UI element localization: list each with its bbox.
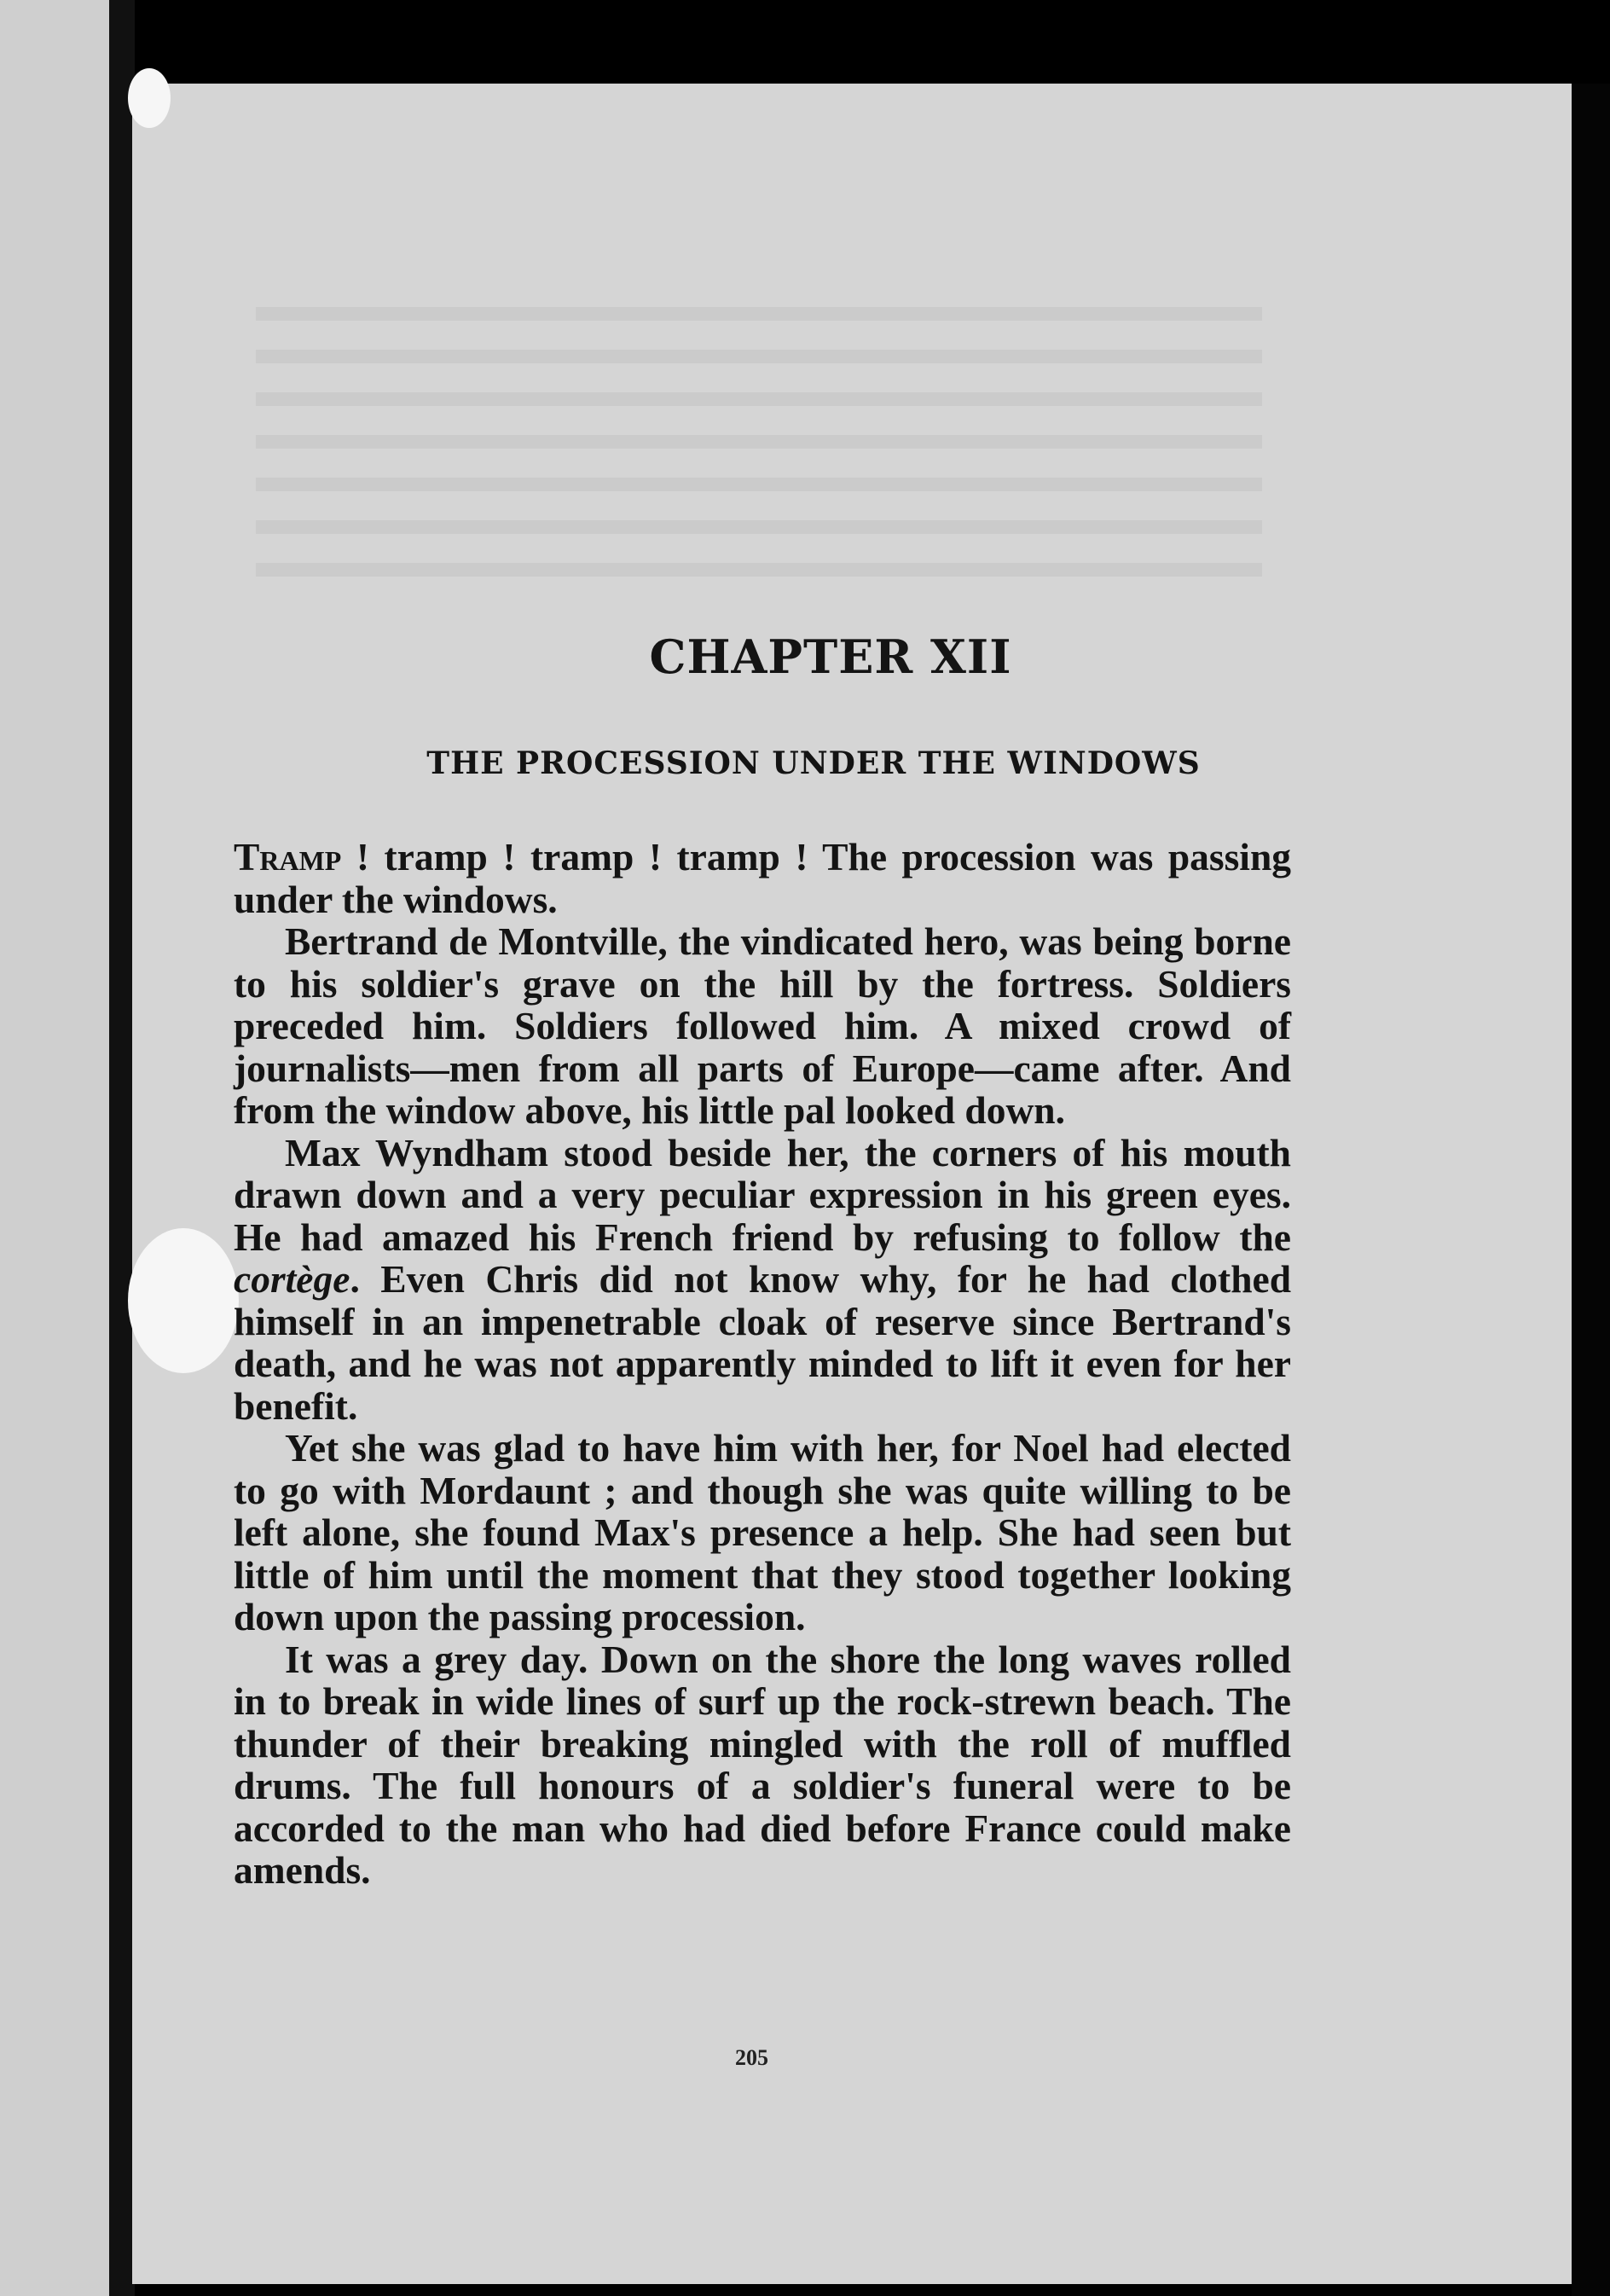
- bleed-through: [256, 563, 1262, 577]
- bleed-through: [256, 350, 1262, 363]
- paragraph-text: Max Wyndham stood beside her, the corners of his mouth drawn down and a very peculiar expression in his green eyes. He had amazed his French friend by refusing to follow the: [234, 1130, 1291, 1259]
- book-gutter: [109, 0, 135, 2296]
- paper-tear: [128, 68, 171, 128]
- italic-word: cortège: [234, 1257, 350, 1301]
- paragraph: Yet she was glad to have him with her, for Noel had elected to go with Mordaunt ; and though she was quite willing to be left alone, she found Max's presence a help. She had seen but little of him until the moment that they stood together looking down upon the passing procession.: [234, 1426, 1291, 1638]
- bleed-through: [256, 520, 1262, 534]
- bleed-through: [256, 392, 1262, 406]
- page-content: [234, 597, 1291, 1892]
- page-edge-shadow: [1572, 84, 1610, 2296]
- paragraph: Bertrand de Montville, the vindicated hero, was being borne to his soldier's grave on the hill by the fortress. Soldiers preceded him. Soldiers followed him. A mixed crowd of journalists—men from all parts of Europe—came after. And from the window above, his little pal looked down.: [234, 919, 1291, 1132]
- bleed-through: [256, 435, 1262, 449]
- paragraph-text: ! tramp ! tramp ! tramp ! The procession was passing under the windows.: [234, 835, 1291, 921]
- opening-word: Tramp: [234, 835, 342, 878]
- paragraph-text: . Even Chris did not know why, for he had clothed himself in an impenetrable cloak of reserve since Bertrand's death, and he was not apparently minded to lift it even for her benefit.: [234, 1257, 1291, 1428]
- facing-page-edge: [0, 0, 119, 2296]
- bleed-through: [256, 307, 1262, 321]
- chapter-subtitle: THE PROCESSION UNDER THE WINDOWS: [426, 745, 1201, 781]
- page-number: 205: [735, 2045, 768, 2070]
- paragraph: [234, 1132, 1291, 1428]
- paragraph: [234, 836, 1291, 920]
- bleed-through: [256, 478, 1262, 491]
- paragraph: It was a grey day. Down on the shore the long waves rolled in to break in wide lines of surf up the rock-strewn beach. The thunder of their breaking mingled with the roll of muffled drums. The full honours of a soldier's funeral were to be accorded to the man who had died before France could make amends.: [234, 1637, 1291, 1892]
- chapter-title: CHAPTER XII: [649, 629, 1012, 684]
- paper-blemish: [128, 1228, 239, 1373]
